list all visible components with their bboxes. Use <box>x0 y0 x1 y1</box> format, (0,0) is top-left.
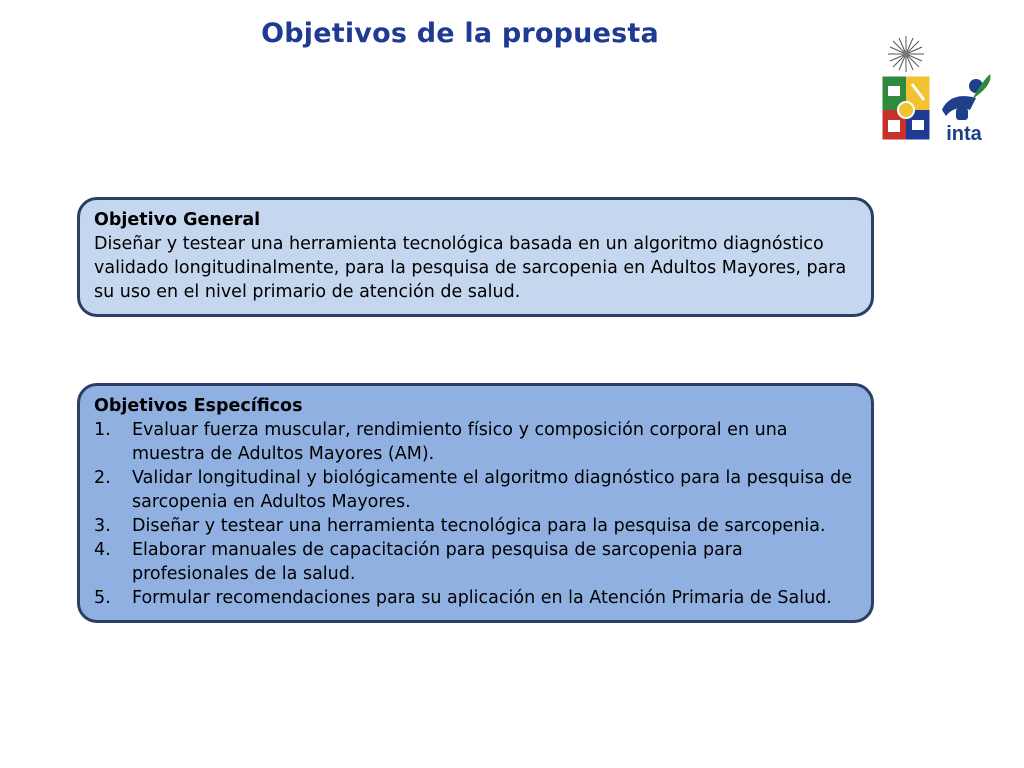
objectives-list <box>94 418 857 610</box>
list-item <box>94 538 857 586</box>
inta-logo-text: inta <box>946 123 982 145</box>
objetivos-especificos-heading: Objetivos Específicos <box>94 396 303 416</box>
list-item-text: Formular recomendaciones para su aplicación en la Atención Primaria de Salud. <box>132 588 832 608</box>
objetivo-general-heading: Objetivo General <box>94 210 261 230</box>
list-item-number: 1. <box>94 420 111 440</box>
objetivo-general-text: Diseñar y testear una herramienta tecnológica basada en un algoritmo diagnóstico validado longitudinalmente, para la pesquisa de sarcopenia en Adultos Mayores, para su uso en el nivel primario de atención de salud. <box>94 234 847 302</box>
list-item-text: Diseñar y testear una herramienta tecnológica para la pesquisa de sarcopenia. <box>132 516 826 536</box>
logos <box>878 36 993 146</box>
list-item-number: 2. <box>94 468 111 488</box>
list-item-text: Evaluar fuerza muscular, rendimiento físico y composición corporal en una muestra de Adultos Mayores (AM). <box>132 420 788 464</box>
list-item-number: 3. <box>94 516 111 536</box>
list-item-text: Elaborar manuales de capacitación para pesquisa de sarcopenia para profesionales de la salud. <box>132 540 743 584</box>
university-coat-of-arms-icon <box>878 36 993 146</box>
list-item <box>94 586 857 610</box>
objetivos-especificos-box <box>77 383 874 623</box>
list-item <box>94 466 857 514</box>
list-item <box>94 418 857 466</box>
objetivo-general-box <box>77 197 874 317</box>
list-item-number: 5. <box>94 588 111 608</box>
list-item-number: 4. <box>94 540 111 560</box>
page-title: Objetivos de la propuesta <box>261 18 659 49</box>
list-item <box>94 514 857 538</box>
list-item-text: Validar longitudinal y biológicamente el algoritmo diagnóstico para la pesquisa de sarcopenia en Adultos Mayores. <box>132 468 852 512</box>
